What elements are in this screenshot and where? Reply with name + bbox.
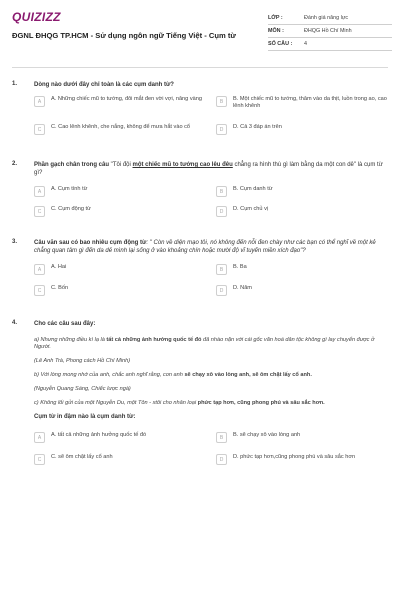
question-number: 2.: [12, 161, 18, 167]
option-a[interactable]: [34, 186, 204, 197]
info-value: Đánh giá năng lực: [304, 15, 349, 21]
option-letter: A: [34, 264, 45, 275]
option-letter: C: [34, 285, 45, 296]
option-b[interactable]: [216, 96, 388, 110]
option-letter: B: [216, 96, 227, 107]
info-value: 4: [304, 41, 307, 47]
option-letter: D: [216, 285, 227, 296]
info-row-subject: [268, 25, 392, 38]
option-b[interactable]: [216, 186, 388, 197]
passage-source-b: (Nguyễn Quang Sáng, Chiếc lược ngà): [34, 386, 131, 392]
option-text: D. Cả 3 đáp án trên: [233, 124, 282, 130]
option-letter: A: [34, 186, 45, 197]
question-text: Phần gạch chân trong câu "Tôi đội một chiếc mũ to tướng cao lêu đêu chẳng ra hình thù gì làm bằng da một con dê" là cụm từ gì?: [34, 162, 383, 176]
option-text: D. phức tạp hơn,cũng phong phú và sâu sắc hơn: [233, 454, 356, 460]
option-letter: A: [34, 96, 45, 107]
question-2: [12, 161, 388, 226]
option-letter: D: [216, 454, 227, 465]
option-a[interactable]: [34, 264, 204, 275]
option-text: A. tất cả những ảnh hưởng quốc tế đó: [51, 432, 147, 438]
question-3: [12, 239, 388, 304]
question-1: [12, 81, 388, 146]
option-a[interactable]: [34, 96, 204, 107]
question-4: [12, 320, 388, 472]
option-text: C. sẽ ôm chặt lấy cổ anh: [51, 454, 113, 460]
option-text: B. Một chiếc mũ to tướng, thâm vào da thịt, luồn trong ao, cao lênh khênh: [233, 96, 387, 109]
option-text: C. Bốn: [51, 285, 69, 291]
question-number: 4.: [12, 320, 18, 326]
passage-sentence-b: b) Với lòng mong nhớ của anh, chắc anh nghĩ rằng, con anh sẽ chạy xô vào lòng anh, sẽ ôm chặt lấy cổ anh.: [34, 372, 312, 378]
option-letter: B: [216, 432, 227, 443]
option-letter: D: [216, 206, 227, 217]
question-number: 3.: [12, 239, 18, 245]
option-letter: D: [216, 124, 227, 135]
passage-sentence-a: a) Nhưng những điều kì lạ là tất cả những ảnh hưởng quốc tế đó đã nhào nặn với cái gốc văn hoá dân tộc không gì lay chuyển được ở Người.: [34, 337, 375, 350]
option-text: A. Những chiếc mũ to tướng, đôi mắt đen vời vợi, nâng vàng: [51, 96, 202, 102]
question-text: Dòng nào dưới đây chỉ toàn là các cụm danh từ?: [34, 82, 174, 88]
option-text: B. Ba: [233, 264, 247, 270]
option-c[interactable]: [34, 124, 204, 135]
info-row-class: [268, 12, 392, 25]
option-b[interactable]: [216, 432, 388, 443]
passage: [34, 337, 388, 407]
option-c[interactable]: [34, 454, 204, 465]
option-letter: B: [216, 186, 227, 197]
question-text: Cho các câu sau đây:: [34, 321, 96, 327]
option-d[interactable]: [216, 285, 388, 296]
passage-source-a: (Lê Anh Trà, Phong cách Hồ Chí Minh): [34, 358, 131, 364]
info-value: ĐHQG Hồ Chí Minh: [304, 28, 352, 34]
option-letter: B: [216, 264, 227, 275]
info-label: SỐ CÂU :: [268, 41, 293, 47]
option-d[interactable]: [216, 124, 388, 135]
sub-question: Cụm từ in đậm nào là cụm danh từ:: [34, 414, 136, 420]
info-label: LỚP :: [268, 15, 283, 21]
passage-sentence-c: c) Không lối gửi của một Nguyễn Du, một Tôn - xtôi cho nhân loại phức tạp hơn, cũng phong phú và sâu sắc hơn.: [34, 400, 325, 406]
option-letter: C: [34, 206, 45, 217]
header-divider: [12, 67, 388, 68]
quizizz-logo: QUIZIZZ: [12, 10, 61, 24]
option-letter: C: [34, 124, 45, 135]
option-text: B. sẽ chạy xô vào lòng anh: [233, 432, 301, 438]
option-text: D. Cụm chủ vị: [233, 206, 269, 212]
question-text: Câu văn sau có bao nhiêu cụm động từ: " Còn về diện mạo tôi, nó không đến nỗi đen chày như các bạn có thể nghĩ về một kẻ chẳng quan tâm gì đến da dẻ mình lại sống ở vào khoảng chín hoặc mười độ vĩ tuyến miền xích đạo"?: [34, 240, 376, 254]
option-d[interactable]: [216, 206, 388, 217]
option-c[interactable]: [34, 285, 204, 296]
underlined-phrase: một chiếc mũ to tướng cao lêu đêu: [132, 162, 233, 168]
option-d[interactable]: [216, 454, 388, 465]
option-letter: A: [34, 432, 45, 443]
option-b[interactable]: [216, 264, 388, 275]
question-number: 1.: [12, 81, 18, 87]
info-label: MÔN :: [268, 28, 284, 34]
worksheet-title: ĐGNL ĐHQG TP.HCM - Sử dụng ngôn ngữ Tiếng Việt - Cụm từ: [12, 31, 236, 40]
option-a[interactable]: [34, 432, 204, 443]
info-row-count: [268, 38, 392, 51]
option-text: A. Cụm tính từ: [51, 186, 88, 192]
option-text: B. Cụm danh từ: [233, 186, 273, 192]
option-c[interactable]: [34, 206, 204, 217]
option-letter: C: [34, 454, 45, 465]
option-text: A. Hai: [51, 264, 67, 270]
option-text: D. Năm: [233, 285, 252, 291]
option-text: C. Cao lênh khênh, che nắng, không để mưa hắt vào cổ: [51, 124, 191, 130]
option-text: C. Cụm động từ: [51, 206, 91, 212]
info-box: [268, 12, 392, 51]
